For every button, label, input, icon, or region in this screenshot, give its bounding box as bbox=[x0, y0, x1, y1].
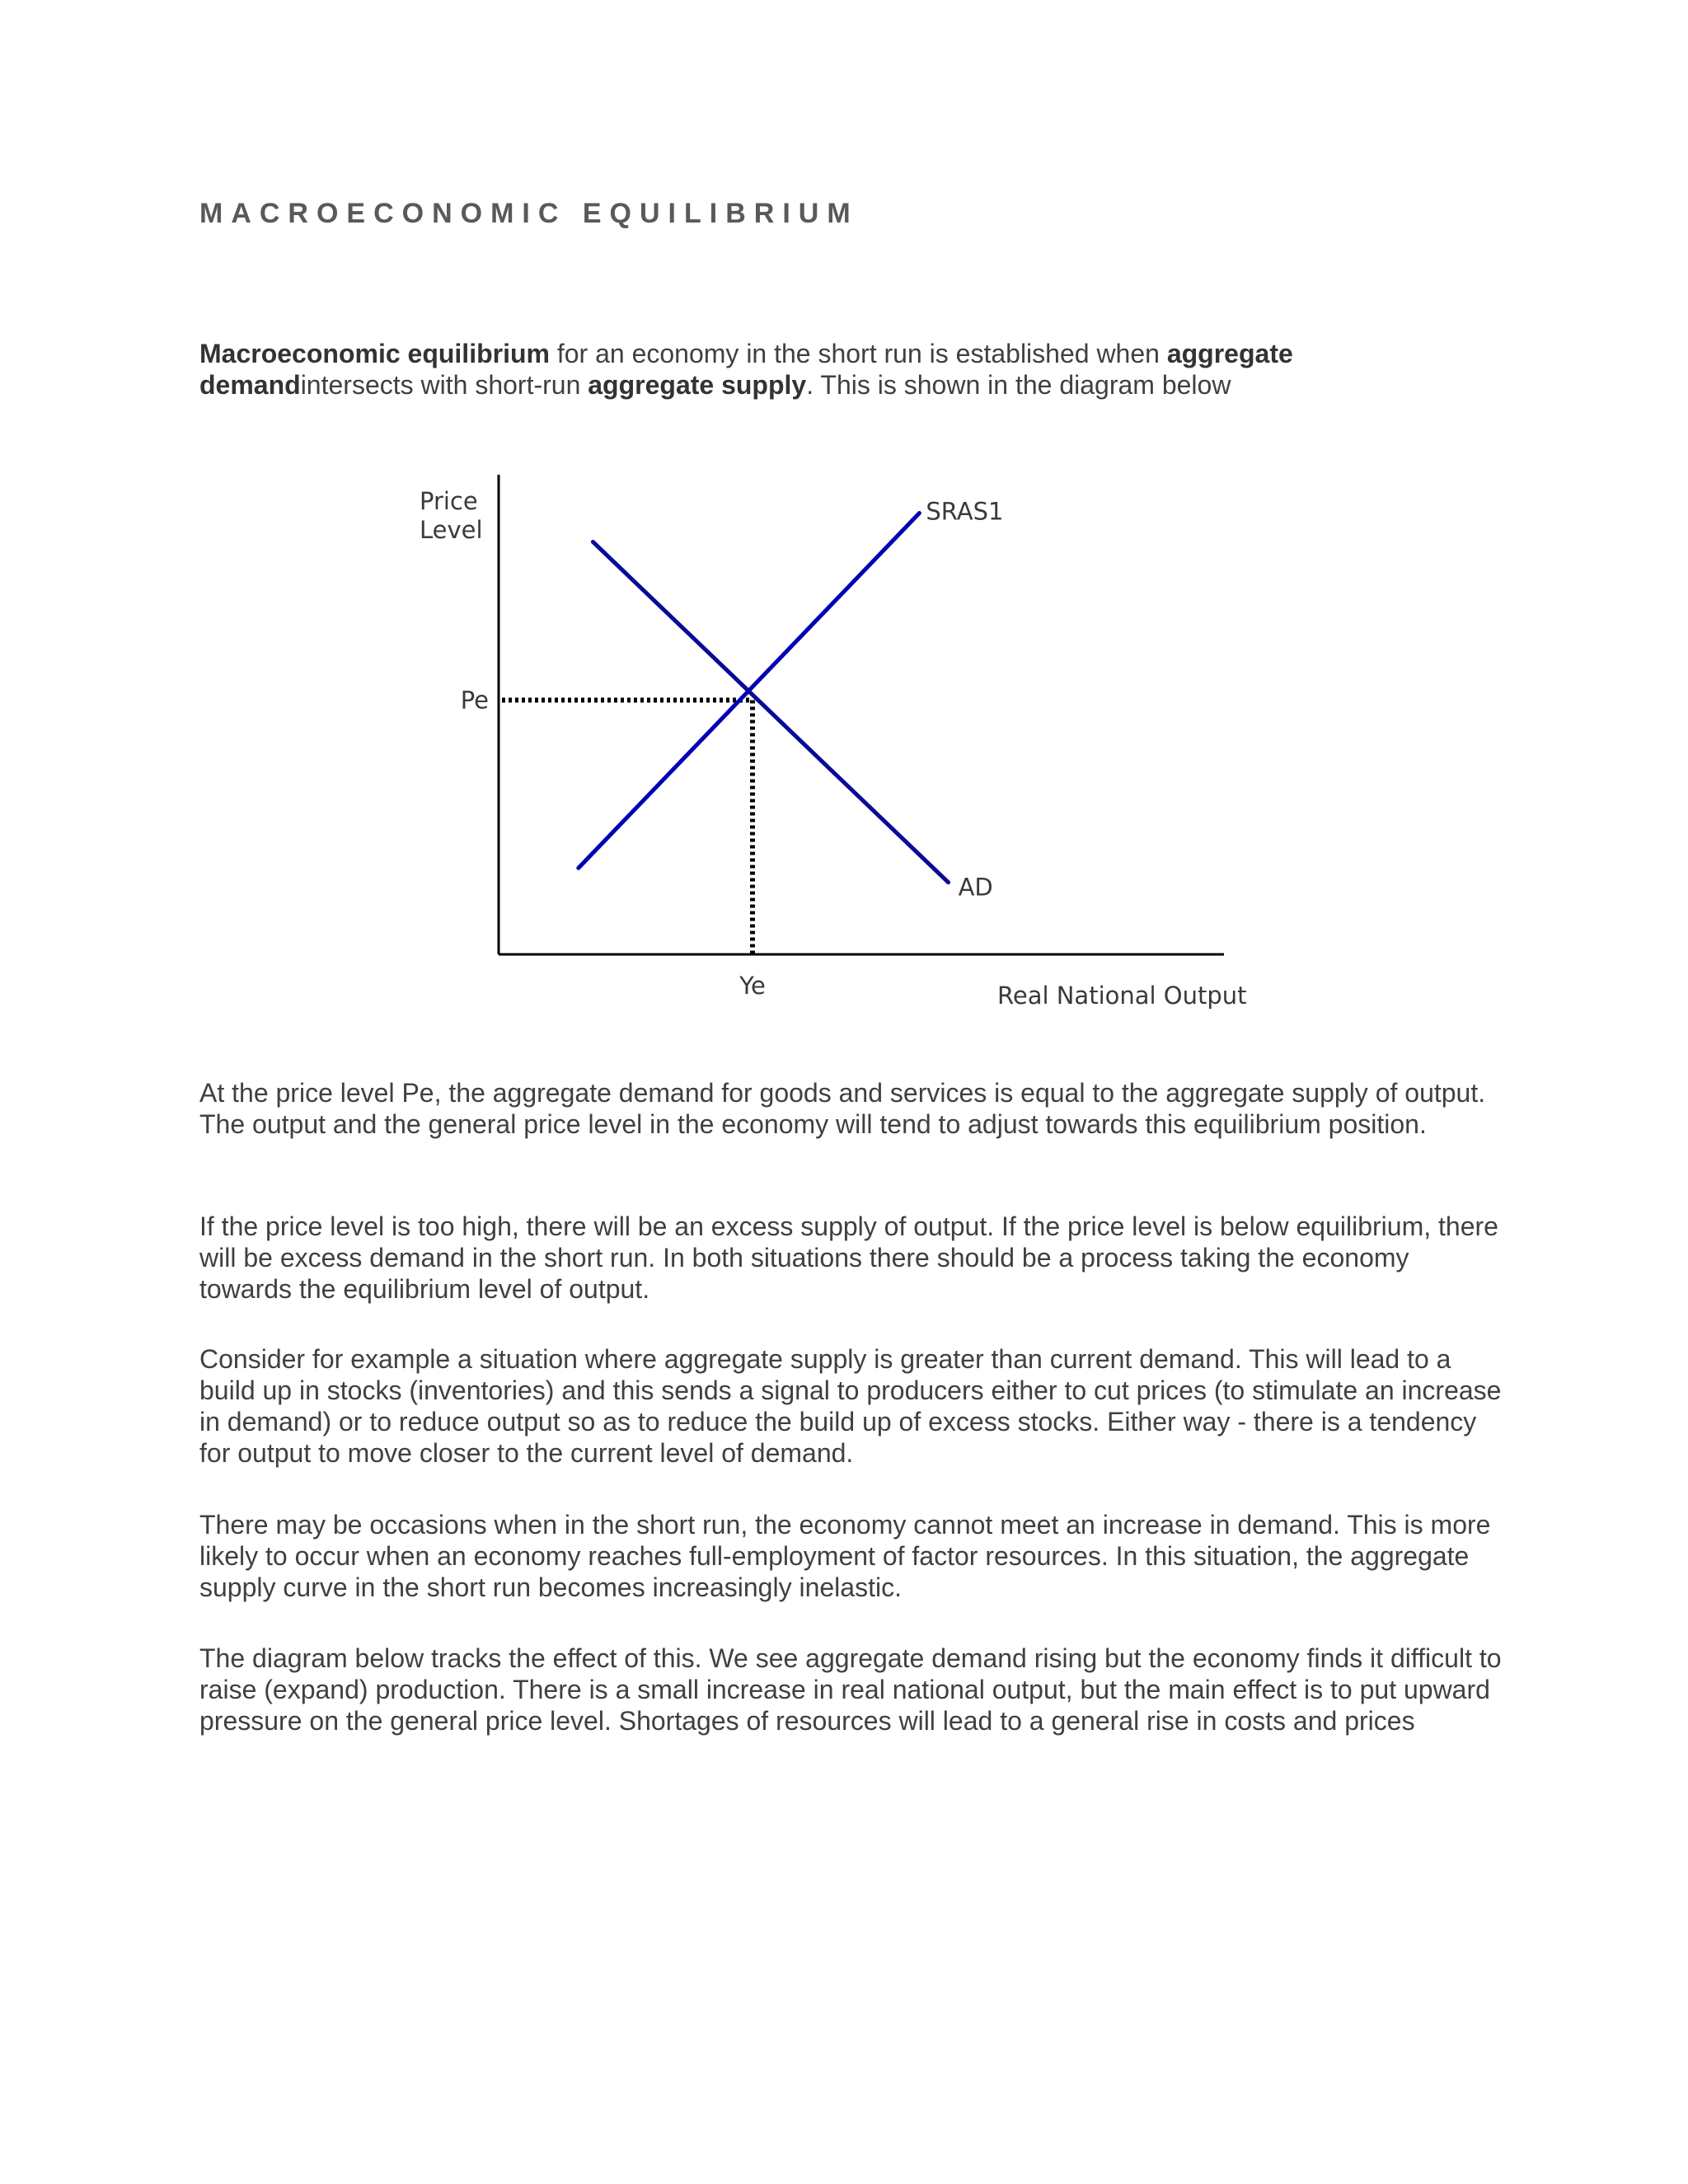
bold-term: aggregate demand bbox=[199, 339, 1293, 400]
y-axis-label-line2: Level bbox=[420, 516, 483, 544]
bold-term: aggregate supply bbox=[588, 370, 807, 400]
pe-tick-label: Pe bbox=[460, 686, 489, 715]
ad-curve bbox=[593, 541, 948, 882]
page-title: MACROECONOMIC EQUILIBRIUM bbox=[199, 198, 859, 229]
y-axis-label-line1: Price bbox=[420, 487, 478, 515]
paragraph: The diagram below tracks the effect of this. We see aggregate demand rising but the economy finds it difficult to raise (expand) production. There is a small increase in real national output, but the main effect is to put upward pressure on the general price level. Shortages of resources will lead to a general rise in costs and prices bbox=[199, 1643, 1502, 1736]
x-axis-label: Real National Output bbox=[997, 982, 1247, 1010]
paragraph: Consider for example a situation where aggregate supply is greater than current demand. This will lead to a build up in stocks (inventories) and this sends a signal to producers either to cut prices (to stimulate an increase in demand) or to reduce output so as to reduce the build up of excess stocks. Either way - there is a tendency for output to move closer to the current level of demand. bbox=[199, 1344, 1502, 1468]
intro-text: for an economy in the short run is established when bbox=[549, 339, 1167, 368]
ad-label: AD bbox=[958, 873, 993, 902]
bold-term: Macroeconomic equilibrium bbox=[199, 339, 550, 368]
intro-paragraph bbox=[199, 338, 1502, 401]
sras-label: SRAS1 bbox=[926, 497, 1004, 526]
paragraph: There may be occasions when in the short run, the economy cannot meet an increase in demand. This is more likely to occur when an economy reaches full-employment of factor resources. In this situation, the aggregate supply curve in the short run becomes increasingly inelastic. bbox=[199, 1510, 1491, 1602]
paragraph: At the price level Pe, the aggregate demand for goods and services is equal to the aggregate supply of output. The output and the general price level in the economy will tend to adjust towards this equilibrium position. bbox=[199, 1078, 1486, 1139]
paragraph: If the price level is too high, there will be an excess supply of output. If the price level is below equilibrium, there will be excess demand in the short run. In both situations there should be a process taking the economy towards the equilibrium level of output. bbox=[199, 1212, 1498, 1304]
ye-tick-label: Ye bbox=[739, 972, 766, 1000]
intro-text: intersects with short-run bbox=[300, 370, 588, 400]
equilibrium-chart bbox=[404, 470, 1261, 1022]
equilibrium-diagram bbox=[404, 470, 1261, 1022]
intro-text: . This is shown in the diagram below bbox=[806, 370, 1231, 400]
